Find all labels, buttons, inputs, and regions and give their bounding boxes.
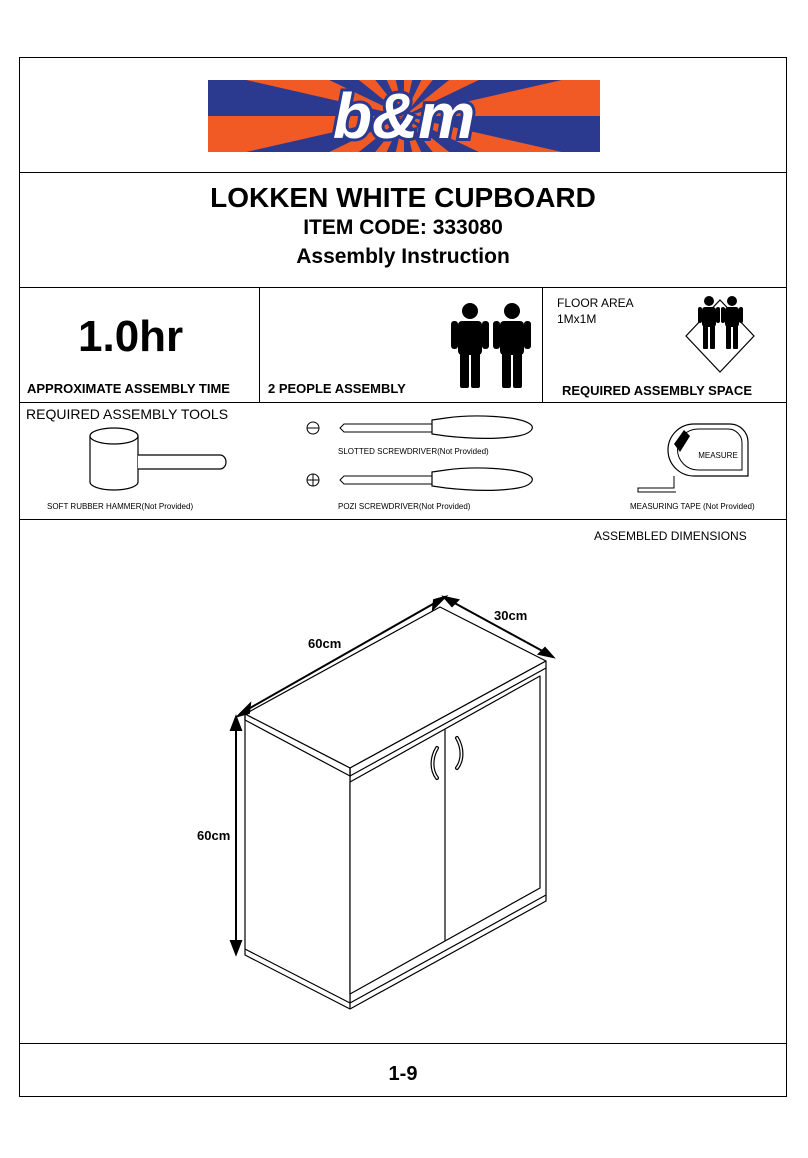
tape-brand-text: MEASURE <box>698 451 738 460</box>
page-number: 1-9 <box>388 1063 418 1085</box>
dimension-height: 60cm <box>197 828 231 843</box>
floor-area-value: 1Mx1M <box>557 312 597 326</box>
item-code: ITEM CODE: 333080 <box>303 216 503 239</box>
assembly-time-label: APPROXIMATE ASSEMBLY TIME <box>27 381 230 396</box>
dimensions-heading: ASSEMBLED DIMENSIONS <box>594 529 747 543</box>
pozi-screwdriver-label: POZI SCREWDRIVER(Not Provided) <box>338 502 471 511</box>
measuring-tape-label: MEASURING TAPE (Not Provided) <box>630 502 755 511</box>
people-label: 2 PEOPLE ASSEMBLY <box>268 381 406 396</box>
hammer-label: SOFT RUBBER HAMMER(Not Provided) <box>47 502 194 511</box>
tools-heading: REQUIRED ASSEMBLY TOOLS <box>26 406 229 422</box>
assembly-time-value: 1.0hr <box>78 312 184 361</box>
dimension-depth: 30cm <box>494 608 528 623</box>
assembly-space-label: REQUIRED ASSEMBLY SPACE <box>562 383 752 398</box>
logo-wordmark: b&m <box>332 80 476 152</box>
product-title: LOKKEN WHITE CUPBOARD <box>210 182 596 213</box>
page-subtitle: Assembly Instruction <box>296 245 510 268</box>
slotted-screwdriver-label: SLOTTED SCREWDRIVER(Not Provided) <box>338 447 489 456</box>
floor-area-label: FLOOR AREA <box>557 296 634 310</box>
dimension-width: 60cm <box>308 636 342 651</box>
